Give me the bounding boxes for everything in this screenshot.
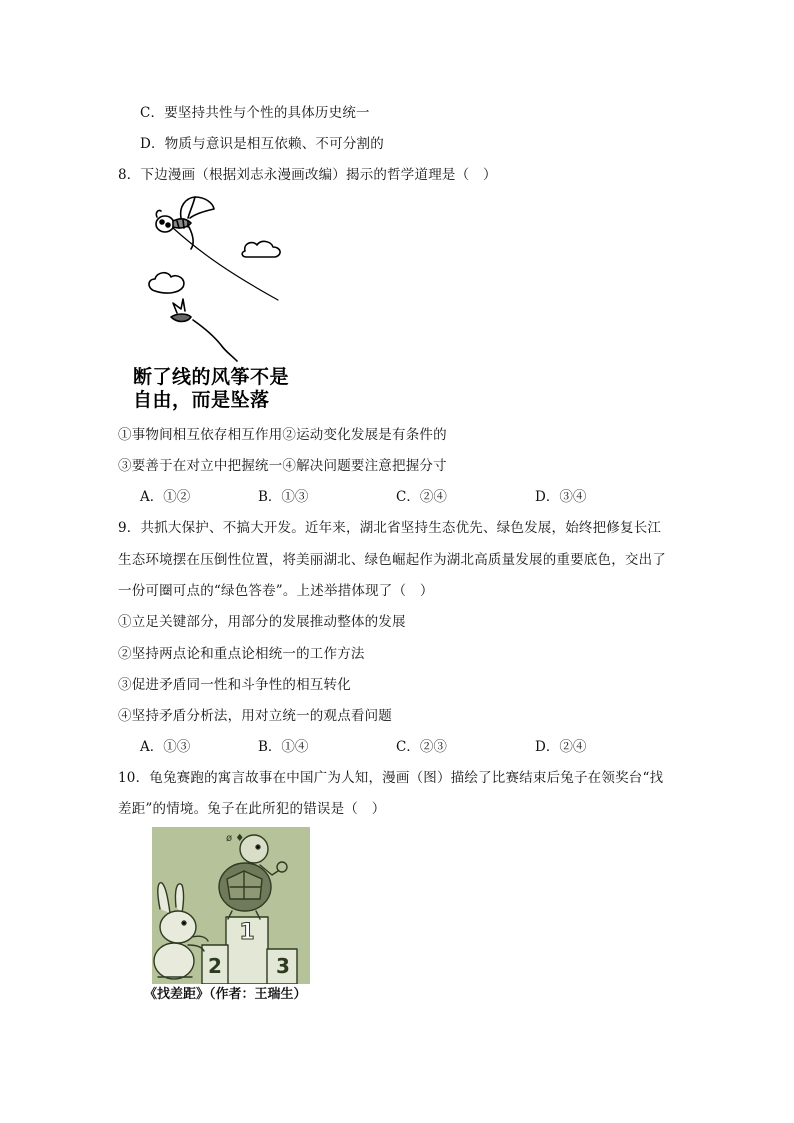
q9-stem-line3: 一份可圈可点的“绿色答卷”。上述举措体现了（ ） [118,583,434,599]
q9-choice-d: D．②④ [535,739,587,755]
q8-choice-b: B．①③ [258,489,309,505]
q8-stem: 8．下边漫画（根据刘志永漫画改编）揭示的哲学道理是（ ） [118,167,497,183]
svg-text:ø ♦: ø ♦ [226,833,245,844]
podium-third-label: 3 [276,954,290,978]
podium-second-label: 2 [208,954,222,978]
tortoise-hare-cartoon-image [152,827,310,984]
cartoon-caption-line2: 自由，而是坠落 [133,389,270,411]
q10-stem-line1: 10．龟兔赛跑的寓言故事在中国广为人知，漫画（图）描绘了比赛结束后兔子在领奖台“找 [118,770,664,786]
q9-choice-a: A．①③ [140,739,191,755]
q8-choice-c: C．②④ [396,489,447,505]
q8-choice-d: D．③④ [535,489,587,505]
q9-item-4: ④坚持矛盾分析法，用对立统一的观点看问题 [118,708,392,724]
figure-caption: 《找差距》（作者：王瑞生） [144,987,307,1002]
q8-choice-a: A．①② [140,489,191,505]
tortoise-hare-illustration [152,827,310,984]
q7-option-c: C．要坚持共性与个性的具体历史统一 [140,105,370,121]
q10-stem-line2: 差距”的情境。兔子在此所犯的错误是（ ） [118,801,386,817]
q9-stem-line1: 9．共抓大保护、不搞大开发。近年来，湖北省坚持生态优先、绿色发展，始终把修复长江 [118,520,662,536]
cartoon-caption [133,366,289,412]
kite-cartoon-image [133,195,298,367]
q8-items-1-2: ①事物间相互依存相互作用②运动变化发展是有条件的 [118,427,447,443]
q9-item-3: ③促进矛盾同一性和斗争性的相互转化 [118,677,351,693]
q9-choice-b: B．①④ [258,739,309,755]
q9-item-1: ①立足关键部分，用部分的发展推动整体的发展 [118,614,406,630]
q8-items-3-4: ③要善于在对立中把握统一④解决问题要注意把握分寸 [118,458,447,474]
q9-stem-line2: 生态环境摆在压倒性位置，将美丽湖北、绿色崛起作为湖北高质量发展的重要底色，交出了 [118,552,666,568]
podium-first-label: 1 [239,920,255,945]
cartoon-caption-line1: 断了线的风筝不是 [133,366,290,388]
q7-option-d: D．物质与意识是相互依赖、不可分割的 [140,136,384,152]
q9-choice-c: C．②③ [396,739,447,755]
q9-item-2: ②坚持两点论和重点论相统一的工作方法 [118,646,365,662]
